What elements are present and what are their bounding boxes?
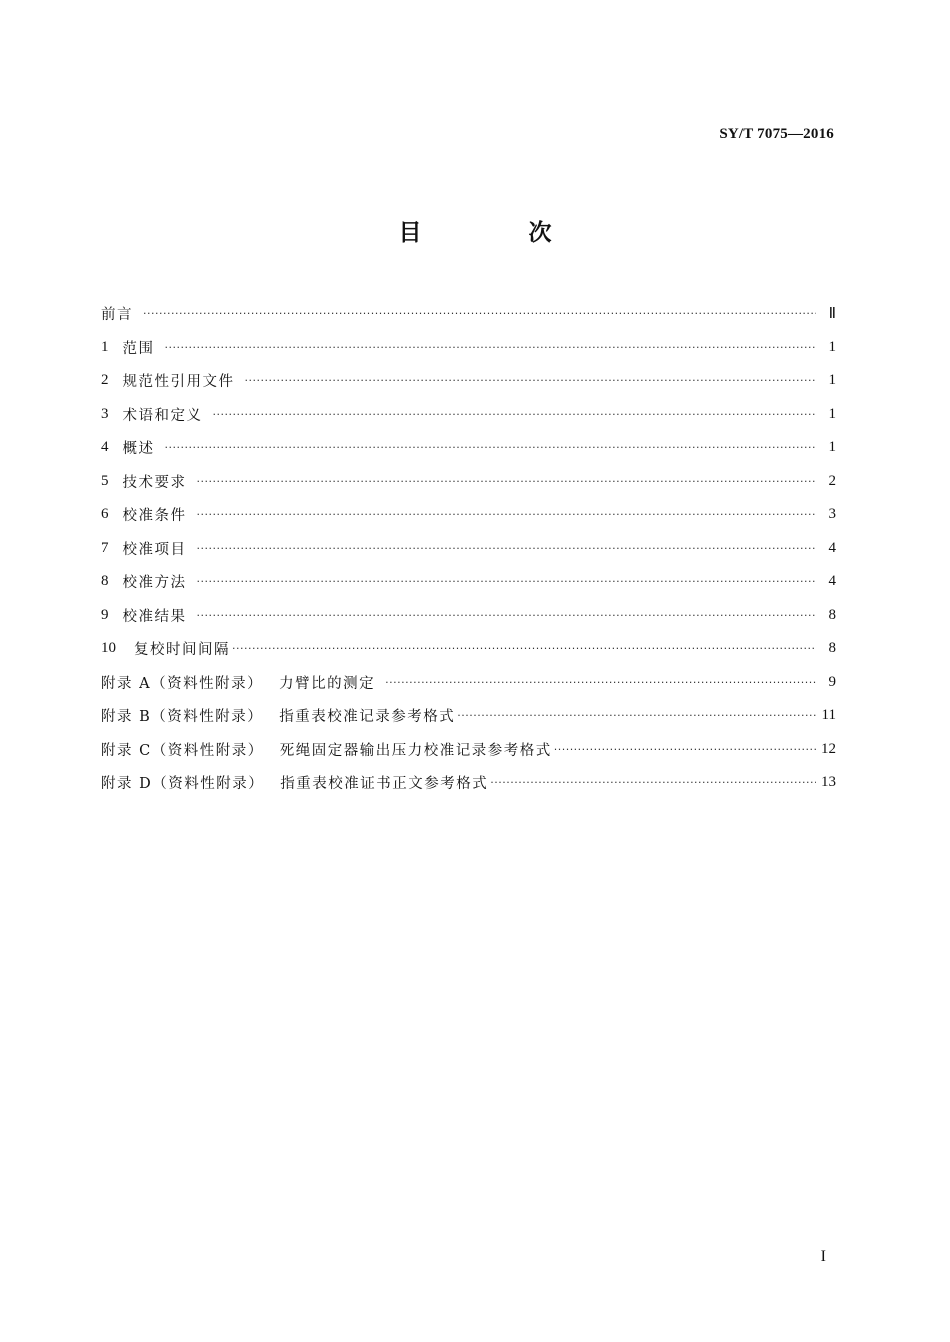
toc-entry-appendix-d[interactable] [101, 766, 836, 800]
toc-entry-page: 11 [821, 707, 836, 724]
page-title: 目 次 [398, 220, 594, 246]
toc-entry-page: 1 [828, 338, 836, 355]
toc-entry-page: 2 [828, 472, 836, 489]
toc-entry-2[interactable] [101, 364, 836, 398]
toc-entry-number: 8 [101, 573, 109, 590]
dot-leader [197, 575, 817, 588]
dot-leader [197, 542, 817, 555]
toc-entry-page: 8 [828, 640, 836, 657]
toc-entry-6[interactable] [101, 498, 836, 532]
page-number: I [820, 1248, 826, 1265]
toc-entry-subtitle: 死绳固定器输出压力校准记录参考格式 [279, 742, 552, 759]
toc-entry-subtitle: 力臂比的测定 [279, 675, 376, 692]
toc-entry-page: 3 [828, 506, 836, 523]
dot-leader [197, 508, 817, 521]
toc-entry-title: 前言 [101, 307, 133, 324]
dot-leader [197, 475, 817, 488]
toc-entry-title: 附录 C（资料性附录） [101, 742, 264, 759]
toc-entry-3[interactable] [101, 398, 836, 432]
toc-entry-page: 1 [828, 372, 836, 389]
toc-entry-subtitle: 指重表校准证书正文参考格式 [280, 776, 489, 793]
toc-entry-appendix-a[interactable] [101, 666, 836, 700]
dot-leader [197, 609, 817, 622]
dot-leader [490, 776, 816, 789]
toc-entry-10[interactable] [101, 632, 836, 666]
toc-entry-number: 3 [101, 405, 109, 422]
toc-entry-page: 1 [828, 439, 836, 456]
toc-entry-appendix-c[interactable] [101, 733, 836, 767]
toc-entry-page: 1 [828, 405, 836, 422]
dot-leader [165, 341, 817, 354]
standard-code: SY/T 7075—2016 [719, 126, 834, 142]
toc-entry-page: 8 [828, 606, 836, 623]
toc-entry-5[interactable] [101, 465, 836, 499]
toc-entry-title: 附录 B（资料性附录） [101, 709, 264, 726]
toc-entry-page: 12 [821, 740, 836, 757]
toc-entry-number: 5 [101, 472, 109, 489]
dot-leader [385, 676, 816, 689]
toc-entry-page: 9 [828, 673, 836, 690]
toc-entry-title: 复校时间间隔 [134, 642, 230, 659]
toc-entry-1[interactable] [101, 331, 836, 365]
toc-entry-title: 技术要求 [122, 474, 187, 491]
dot-leader [165, 441, 817, 454]
toc-entry-7[interactable] [101, 532, 836, 566]
toc-entry-title: 术语和定义 [122, 407, 203, 424]
toc-entry-title: 校准方法 [122, 575, 187, 592]
dot-leader [245, 374, 817, 387]
toc-entry-title: 范围 [122, 340, 155, 357]
toc-entry-title: 校准项目 [122, 541, 187, 558]
toc-entry-page: Ⅱ [828, 306, 836, 323]
toc-entry-appendix-b[interactable] [101, 699, 836, 733]
dot-leader [554, 743, 816, 756]
toc-entry-8[interactable] [101, 565, 836, 599]
toc-entry-number: 7 [101, 539, 109, 556]
toc-entry-page: 13 [821, 774, 836, 791]
toc-entry-number: 4 [101, 439, 109, 456]
toc-entry-title: 附录 D（资料性附录） [101, 776, 265, 793]
toc-entry-9[interactable] [101, 599, 836, 633]
toc-entry-4[interactable] [101, 431, 836, 465]
dot-leader [213, 408, 817, 421]
dot-leader [232, 642, 816, 655]
toc-entry-subtitle: 指重表校准记录参考格式 [279, 709, 456, 726]
toc-entry-title: 概述 [122, 441, 155, 458]
toc-entry-title: 附录 A（资料性附录） [101, 675, 264, 692]
toc-entry-number: 1 [101, 338, 109, 355]
toc-entry-foreword[interactable] [101, 297, 836, 331]
toc-entry-title: 校准结果 [122, 608, 187, 625]
table-of-contents [101, 297, 836, 800]
toc-entry-number: 6 [101, 506, 109, 523]
toc-entry-title: 校准条件 [122, 508, 187, 525]
toc-entry-number: 10 [101, 640, 116, 657]
toc-entry-page: 4 [828, 573, 836, 590]
toc-entry-page: 4 [828, 539, 836, 556]
toc-entry-number: 9 [101, 606, 109, 623]
toc-entry-title: 规范性引用文件 [122, 374, 235, 391]
dot-leader [457, 709, 816, 722]
dot-leader [143, 307, 816, 320]
toc-entry-number: 2 [101, 372, 109, 389]
